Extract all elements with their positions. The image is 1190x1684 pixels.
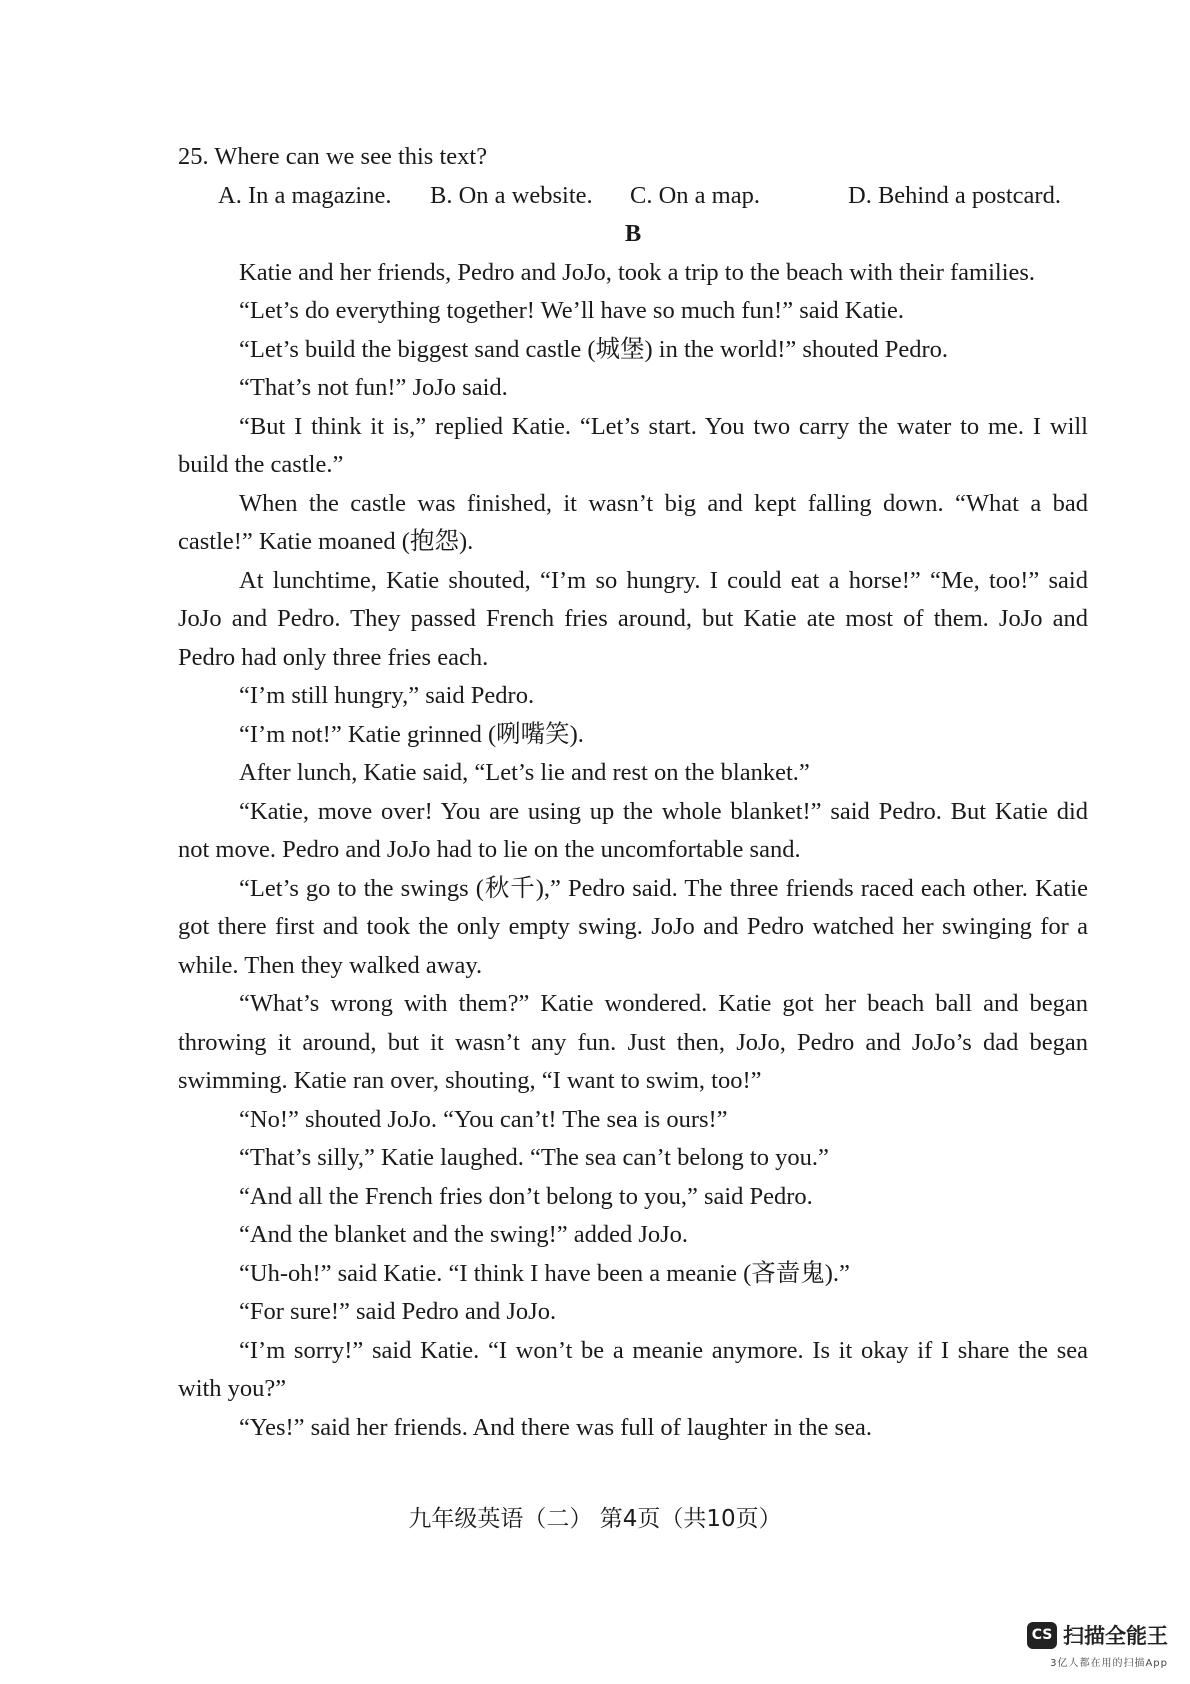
paragraph: At lunchtime, Katie shouted, “I’m so hungry. I could eat a horse!” “Me, too!” said JoJo and Pedro. They passed French fries around, but Katie ate most of them. JoJo and Pedro had only three fries each.: [178, 566, 1088, 671]
paragraph: “Yes!” said her friends. And there was full of laughter in the sea.: [239, 1413, 872, 1441]
question-25: 25. Where can we see this text?: [178, 143, 488, 170]
paragraph: “For sure!” said Pedro and JoJo.: [239, 1298, 557, 1325]
scanner-watermark: [998, 1620, 1168, 1669]
paragraph: “And all the French fries don’t belong to you,” said Pedro.: [239, 1182, 813, 1210]
paragraph: “And the blanket and the swing!” added JoJo.: [239, 1221, 689, 1248]
watermark-app-name: 扫描全能王: [1063, 1624, 1168, 1648]
option-a: A. In a magazine.: [218, 181, 392, 209]
watermark-tagline: 3亿人都在用的扫描App: [1050, 1658, 1168, 1669]
paragraph: “Let’s go to the swings (秋千),” Pedro said. The three friends raced each other. Katie got there first and took the only empty swing. JoJo and Pedro watched her swinging for a while. Then they walked away.: [178, 874, 1088, 979]
section-title: B: [624, 220, 642, 247]
page-footer: 九年级英语（二） 第4页（共10页）: [408, 1506, 782, 1532]
paragraph: “Let’s do everything together! We’ll have so much fun!” said Katie.: [239, 297, 904, 324]
paragraph: After lunch, Katie said, “Let’s lie and rest on the blanket.”: [239, 759, 810, 786]
paragraph: “No!” shouted JoJo. “You can’t! The sea is ours!”: [239, 1105, 728, 1133]
passage-b: [178, 254, 1088, 1448]
paragraph: “That’s silly,” Katie laughed. “The sea can’t belong to you.”: [239, 1144, 829, 1171]
paragraph: When the castle was finished, it wasn’t big and kept falling down. “What a bad castle!” Katie moaned (抱怨).: [178, 489, 1088, 555]
camscanner-logo-icon: CS: [1027, 1622, 1057, 1649]
paragraph: “Let’s build the biggest sand castle (城堡) in the world!” shouted Pedro.: [239, 335, 948, 363]
paragraph: “Uh-oh!” said Katie. “I think I have been a meanie (吝啬鬼).”: [239, 1259, 850, 1287]
paragraph: “But I think it is,” replied Katie. “Let’s start. You two carry the water to me. I will build the castle.”: [178, 412, 1088, 478]
paragraph: “I’m still hungry,” said Pedro.: [239, 682, 535, 709]
option-d: D. Behind a postcard.: [848, 181, 1061, 209]
paragraph: “Katie, move over! You are using up the whole blanket!” said Pedro. But Katie did not move. Pedro and JoJo had to lie on the uncomfortable sand.: [178, 797, 1088, 863]
paragraph: “What’s wrong with them?” Katie wondered. Katie got her beach ball and began throwing it around, but it wasn’t any fun. Just then, JoJo, Pedro and JoJo’s dad began swimming. Katie ran over, shouting, “I want to swim, too!”: [178, 990, 1088, 1094]
paragraph: “I’m not!” Katie grinned (咧嘴笑).: [239, 720, 584, 748]
paragraph: “I’m sorry!” said Katie. “I won’t be a meanie anymore. Is it okay if I share the sea with you?”: [178, 1336, 1088, 1402]
option-c: C. On a map.: [630, 181, 760, 209]
option-b: B. On a website.: [430, 181, 593, 209]
paragraph: Katie and her friends, Pedro and JoJo, took a trip to the beach with their families.: [239, 258, 1036, 286]
paragraph: “That’s not fun!” JoJo said.: [239, 374, 508, 401]
question-25-options: [178, 177, 1088, 216]
exam-page-content: [178, 138, 1088, 1447]
